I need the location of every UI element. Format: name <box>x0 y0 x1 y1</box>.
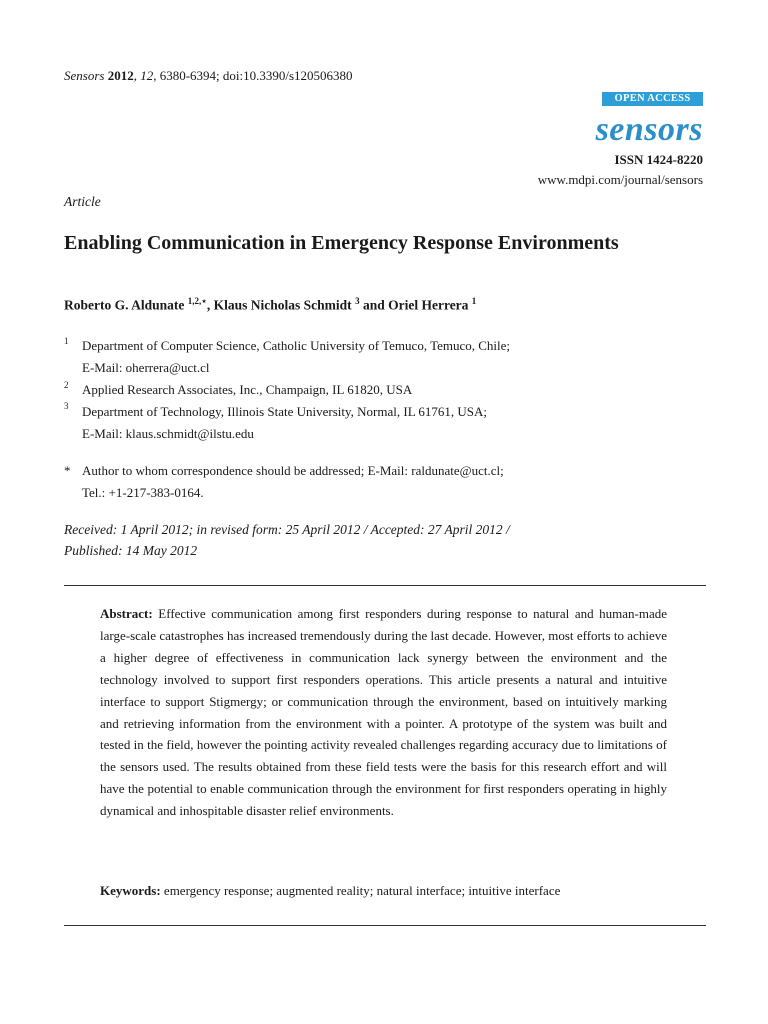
keywords-label: Keywords: <box>100 883 161 898</box>
author-affiliation-marker: 1,2,⋆ <box>187 296 207 306</box>
affiliation-number: 3 <box>64 401 69 411</box>
issn: ISSN 1424-8220 <box>614 152 703 167</box>
citation-line: Sensors 2012, 12, 6380-6394; doi:10.3390/s120506380 <box>64 68 353 83</box>
author-affiliation-marker: 3 <box>355 296 360 306</box>
author-name: Oriel Herrera <box>388 297 469 313</box>
dates-received-accepted: Received: 1 April 2012; in revised form: 25 April 2012 / Accepted: 27 April 2012 / <box>64 522 510 537</box>
article-type: Article <box>64 194 101 209</box>
abstract-label: Abstract: <box>100 606 153 621</box>
author-list: Roberto G. Aldunate $^{1,2,⋆}$, Klaus Nicholas Schmidt $^3$ and Oriel Herrera $^1$ <box>64 296 477 313</box>
abstract-text: Effective communication among first responders during response to natural and human-made large-scale catastrophes has increased tremendously during the last decade. However, most efforts to achieve a higher degree of effectiveness in communication lack synergy between the environment and the technology involved to support first responders operations. This article presents a natural and intuitive interface to support Stigmergy; or communication through the environment, based on intuitively marking and retrieving information from the environment with a pointer. A prototype of the system was built and tested in the field, however the pointing activity revealed challenges regarding accuracy due to limitations of the sensors used. The results obtained from these field tests were the basis for this research effort and will have the potential to enable communication through the environment for first responders operating in highly dynamical and inhospitable disaster relief environments. <box>100 606 668 819</box>
open-access-badge: OPEN ACCESS <box>602 92 703 106</box>
citation-pages-doi: , 6380-6394; doi:10.3390/s120506380 <box>153 68 353 83</box>
keywords-text: emergency response; augmented reality; natural interface; intuitive interface <box>163 883 561 898</box>
journal-logo: sensors <box>595 111 703 148</box>
correspondence-phone: Tel.: +1-217-383-0164. <box>82 485 204 500</box>
affiliation-email[interactable]: E-Mail: klaus.schmidt@ilstu.edu <box>82 426 254 441</box>
journal-url-link[interactable]: www.mdpi.com/journal/sensors <box>537 172 703 187</box>
affiliation-line: Department of Computer Science, Catholic University of Temuco, Temuco, Chile; <box>82 338 511 353</box>
affiliation-line: Department of Technology, Illinois State University, Normal, IL 61761, USA; <box>82 404 488 419</box>
dates-published: Published: 14 May 2012 <box>64 543 198 558</box>
keywords <box>100 883 560 899</box>
paper-title: Enabling Communication in Emergency Response Environments <box>64 232 619 254</box>
author-affiliation-marker: 1 <box>471 296 477 306</box>
affiliation-line: Applied Research Associates, Inc., Champaign, IL 61820, USA <box>82 382 413 397</box>
affiliation-number: 2 <box>64 380 69 390</box>
affiliation-email[interactable]: E-Mail: oherrera@uct.cl <box>82 360 210 375</box>
correspondence-marker: * <box>64 463 71 478</box>
divider-top <box>64 585 706 586</box>
affiliation-number: 1 <box>64 336 69 346</box>
citation-journal: Sensors <box>64 68 105 83</box>
correspondence-line: Author to whom correspondence should be addressed; E-Mail: raldunate@uct.cl; <box>82 463 504 478</box>
divider-bottom <box>64 925 706 926</box>
citation-volume: 12 <box>140 68 154 83</box>
author-name: Klaus Nicholas Schmidt <box>213 297 352 313</box>
citation-year: 2012 <box>107 68 134 83</box>
abstract <box>100 603 667 822</box>
author-name: Roberto G. Aldunate <box>64 297 185 313</box>
